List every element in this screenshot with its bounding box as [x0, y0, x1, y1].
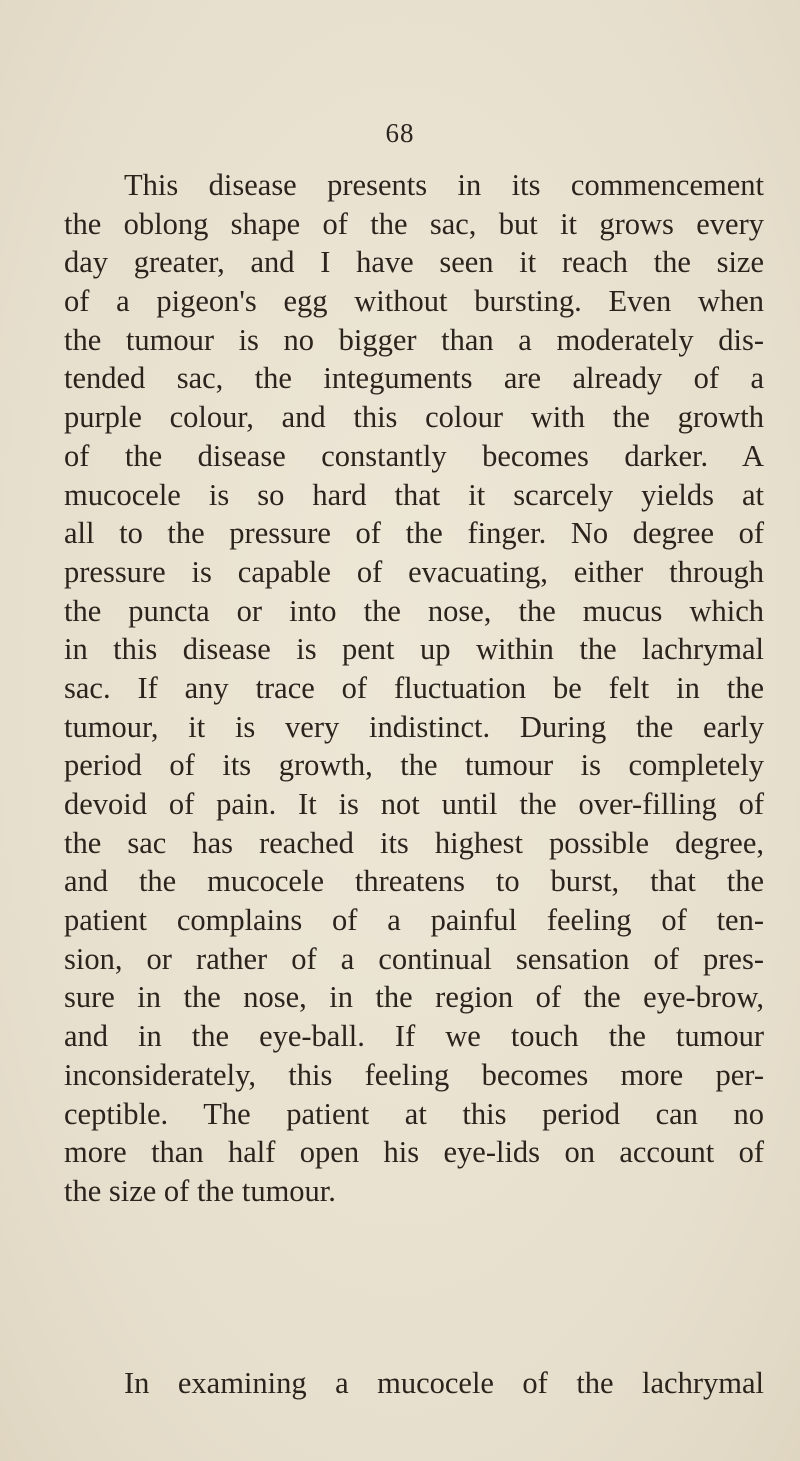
- text-line: patient complains of a painful feeling of ten-: [64, 903, 764, 938]
- text-line: ceptible. The patient at this period can no: [64, 1096, 764, 1131]
- text-line: the size of the tumour.: [64, 1173, 336, 1208]
- text-line: all to the pressure of the finger. No degree of: [64, 516, 764, 551]
- page-number: 68: [385, 118, 415, 148]
- text-line: of the disease constantly becomes darker. A: [64, 438, 764, 473]
- text-line: the sac has reached its highest possible degree,: [64, 825, 764, 860]
- text-line: and in the eye-ball. If we touch the tumour: [64, 1019, 764, 1054]
- text-line: sure in the nose, in the region of the eye-brow,: [64, 980, 764, 1015]
- text-line: In examining a mucocele of the lachrymal: [124, 1366, 764, 1400]
- text-line: This disease presents in its commencement: [124, 168, 764, 202]
- text-line: sac. If any trace of fluctuation be felt in the: [64, 670, 764, 705]
- text-line: devoid of pain. It is not until the over-filling of: [64, 787, 764, 821]
- text-line: mucocele is so hard that it scarcely yields at: [64, 477, 764, 512]
- text-line: of a pigeon's egg without bursting. Even when: [64, 284, 764, 319]
- text-line: and the mucocele threatens to burst, that the: [64, 864, 764, 899]
- text-line: tended sac, the integuments are already of a: [64, 361, 764, 396]
- text-line: inconsiderately, this feeling becomes more per-: [64, 1057, 764, 1092]
- paragraph-1: [64, 166, 764, 1211]
- text-line: the oblong shape of the sac, but it grows every: [64, 206, 764, 241]
- text-line: sion, or rather of a continual sensation of pres-: [64, 941, 764, 976]
- text-line: purple colour, and this colour with the growth: [64, 400, 764, 435]
- text-line: in this disease is pent up within the lachrymal: [64, 632, 764, 667]
- text-line: the puncta or into the nose, the mucus which: [64, 593, 764, 628]
- text-line: tumour, it is very indistinct. During the early: [64, 709, 764, 744]
- paragraph-2: [124, 1364, 764, 1403]
- text-line: pressure is capable of evacuating, either through: [64, 554, 764, 589]
- text-line: more than half open his eye-lids on account of: [64, 1135, 764, 1170]
- text-line: the tumour is no bigger than a moderately dis-: [64, 322, 764, 357]
- text-line: period of its growth, the tumour is completely: [64, 748, 764, 783]
- text-line: day greater, and I have seen it reach the size: [64, 245, 764, 280]
